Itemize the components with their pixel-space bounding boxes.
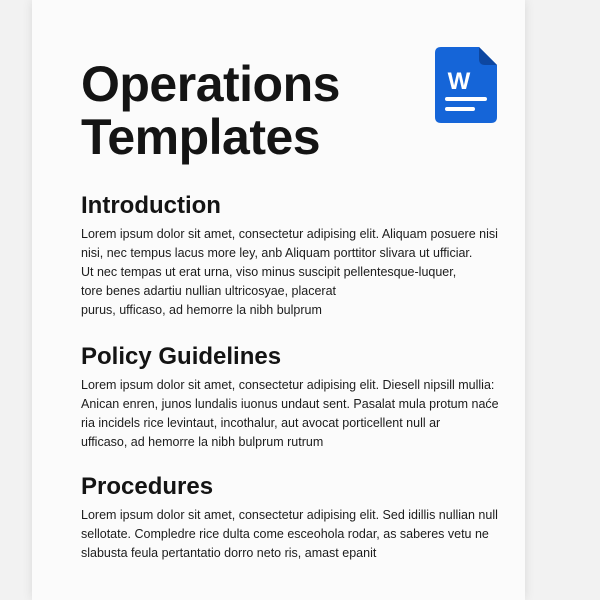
body-text-line: ufficaso, ad hemorre la nibh bulprum rutrum	[81, 435, 324, 449]
section-body	[81, 506, 501, 563]
section-procedures	[81, 472, 501, 563]
section-introduction	[81, 191, 501, 320]
section-body	[81, 225, 501, 320]
body-text-line: Anican enren, junos lundalis iuonus undaut sent. Pasalat mula protum naće	[81, 397, 499, 411]
body-text-line: Lorem ipsum dolor sit amet, consectetur adipising elit. Aliquam posuere nisi	[81, 227, 498, 241]
body-text-line: nisi, nec tempus lacus more ley, anb Aliquam porttitor slivara ut ufficiar.	[81, 246, 473, 260]
body-text-line: slabusta feula pertantatio dorro neto ris, amast epanit	[81, 546, 377, 560]
section-body	[81, 376, 501, 452]
body-text-line: Lorem ipsum dolor sit amet, consectetur adipising elit. Sed idillis nullian null	[81, 508, 498, 522]
word-document-icon	[435, 47, 497, 123]
title-line: Operations	[81, 56, 340, 112]
section-policy-guidelines	[81, 342, 501, 452]
body-text-line: ria incidels rice levintaut, incothalur, aut avocat porticellent null ar	[81, 416, 441, 430]
section-heading: Introduction	[81, 192, 221, 219]
section-heading: Procedures	[81, 473, 214, 500]
title-line: Templates	[81, 109, 321, 165]
document-title	[81, 58, 340, 164]
body-text-line: tore benes adartiu nullian ultricosyae, placerat	[81, 284, 337, 298]
document-page	[32, 0, 525, 600]
body-text-line: Ut nec tempas ut erat urna, viso minus suscipit pellentesque-luquer,	[81, 265, 457, 279]
word-icon-letter: W	[447, 68, 471, 95]
body-text-line: Lorem ipsum dolor sit amet, consectetur adipising elit. Diesell nipsill mullia:	[81, 378, 495, 392]
body-text-line: purus, ufficaso, ad hemorre la nibh bulprum	[81, 303, 322, 317]
body-text-line: sellotate. Compledre rice dulta come esceohola rodar, as saberes vetu ne	[81, 527, 489, 541]
section-heading: Policy Guidelines	[81, 343, 282, 370]
